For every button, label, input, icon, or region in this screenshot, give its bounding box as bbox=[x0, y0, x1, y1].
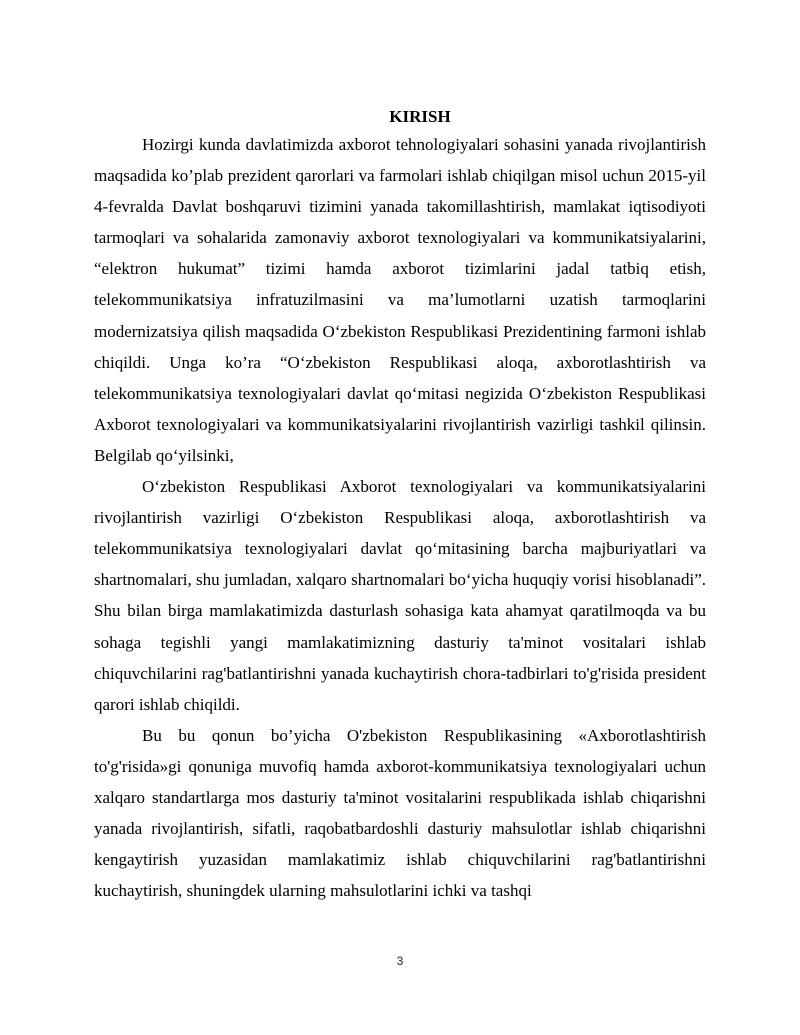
page-number: 3 bbox=[396, 954, 404, 968]
paragraph-intro: Hozirgi kunda davlatimizda axborot tehnologiyalari sohasini yanada rivojlantirish maqsadida ko’plab prezident qarorlari va farmolari ishlab chiqilgan misol uchun 2015-yil 4-fevralda Davlat boshqaruvi tizimini yanada takomillashtirish, mamlakat iqtisodiyoti tarmoqlari va sohalarida zamonaviy axborot texnologiyalari va kommunikatsiyalarini, “elektron hukumat” tizimi hamda axborot tizimlarini jadal tatbiq etish, telekommunikatsiya infratuzilmasini va ma’lumotlarni uzatish tarmoqlarini modernizatsiya qilish maqsadida O‘zbekiston Respublikasi Prezidentining farmoni ishlab chiqildi. Unga ko’ra “O‘zbekiston Respublikasi aloqa, axborotlashtirish va telekommunikatsiya texnologiyalari davlat qo‘mitasi negizida O‘zbekiston Respublikasi Axborot texnologiyalari va kommunikatsiyalarini rivojlantirish vazirligi tashkil qilinsin. Belgilab qo‘yilsinki, bbox=[94, 135, 706, 465]
paragraph-law: Bu bu qonun bo’yicha O'zbekiston Respublikasining «Axborotlashtirish to'g'risida»gi qonuniga muvofiq hamda axborot-kommunikatsiya texnologiyalari uchun xalqaro standartlarga mos dasturiy ta'minot vositalarini respublikada ishlab chiqarishni yanada rivojlantirish, sifatli, raqobatbardoshli dasturiy mahsulotlar ishlab chiqarishni kengaytirish yuzasidan mamlakatimiz ishlab chiquvchilarini rag'batlantirishni kuchaytirish, shuningdek ularning mahsulotlarini ichki va tashqi bbox=[94, 725, 706, 901]
paragraph-ministry: O‘zbekiston Respublikasi Axborot texnologiyalari va kommunikatsiyalarini rivojlantirish vazirligi O‘zbekiston Respublikasi aloqa, axborotlashtirish va telekommunikatsiya texnologiyalari davlat qo‘mitasining barcha majburiyatlari va shartnomalari, shu jumladan, xalqaro shartnomalari bo‘yicha huquqiy vorisi hisoblanadi”. Shu bilan birga mamlakatimizda dasturlash sohasiga kata ahamyat qaratilmoqda va bu sohaga tegishli yangi mamlakatimizning dasturiy ta'minot vositalari ishlab chiquvchilarini rag'batlantirishni yanada kuchaytirish chora-tadbirlari to'g'risida president qarori ishlab chiqildi. bbox=[94, 477, 706, 714]
document-title: KIRISH bbox=[389, 107, 451, 126]
document-body bbox=[94, 105, 706, 906]
